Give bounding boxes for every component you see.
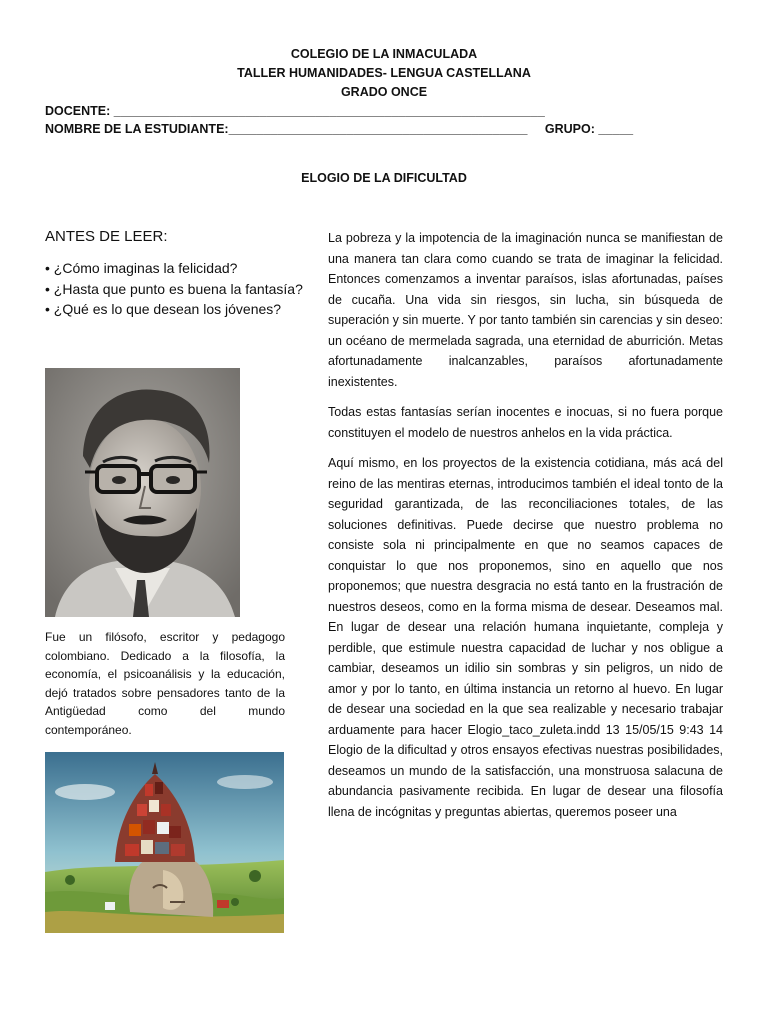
- workshop-name: TALLER HUMANIDADES- LENGUA CASTELLANA: [237, 66, 531, 80]
- essay-text: [328, 228, 723, 832]
- author-portrait: [45, 368, 240, 617]
- before-reading-questions: [45, 258, 303, 320]
- before-reading-heading: ANTES DE LEER:: [45, 228, 168, 245]
- question-item: • ¿Hasta que punto es buena la fantasía?: [45, 280, 303, 297]
- author-caption: Fue un filósofo, escritor y pedagogo colombiano. Dedicado a la filosofía, la economía, el psicoanálisis y la educación, dejó tratados sobre pensadores tanto de la Antigüedad como del mundo contemporáneo.: [45, 630, 285, 737]
- surreal-tower-illustration: [45, 752, 284, 933]
- question-item: • ¿Cómo imaginas la felicidad?: [45, 260, 238, 276]
- document-title: ELOGIO DE LA DIFICULTAD: [301, 171, 467, 185]
- grade-label: GRADO ONCE: [340, 85, 428, 99]
- question-item: • ¿Qué es lo que desean los jóvenes?: [45, 301, 282, 317]
- essay-paragraph: Todas estas fantasías serían inocentes e inocuas, si no fuera porque constituyen el modelo de nuestros anhelos en la vida práctica.: [328, 405, 723, 440]
- teacher-line: DOCENTE: ______________________________________________________________: [45, 104, 545, 118]
- school-name: COLEGIO DE LA INMACULADA: [290, 47, 478, 61]
- student-line: NOMBRE DE LA ESTUDIANTE:___________________________________________ GRUPO: _____: [45, 122, 634, 136]
- essay-paragraph: La pobreza y la impotencia de la imaginación nunca se manifiestan de una manera tan clara como cuando se trata de imaginar la felicidad. Entonces comenzamos a inventar paraísos, islas afortunadas, países de cucaña. Una vida sin riesgos, sin lucha, sin búsqueda de superación y sin muerte. Y por tanto también sin carencias y sin deseo: un océano de mermelada sagrada, una eternidad de aburrición. Metas afortunadamente inalcanzables, paraísos afortunadamente inexistentes.: [328, 231, 723, 389]
- essay-paragraph: Aquí mismo, en los proyectos de la existencia cotidiana, más acá del reino de las mentiras eternas, introducimos también el ideal tonto de la seguridad garantizada, de las reconciliaciones totales, de las soluciones definitivas. Puede decirse que nuestro problema no consiste sola ni principalmente en que no seamos capaces de conquistar lo que nos proponemos, sino en aquello que nos proponemos; que nuestra desgracia no está tanto en la frustración de nuestros deseos, como en la forma misma de desear. Deseamos mal. En lugar de desear una relación humana inquietante, compleja y perdible, que estimule nuestra capacidad de luchar y nos obligue a cambiar, deseamos un idilio sin sombras y sin peligros, un nido de amor y por lo tanto, en última instancia un retorno al huevo. En lugar de desear una sociedad en la que sea realizable y necesario trabajar arduamente para hacer Elogio_taco_zuleta.indd 13 15/05/15 9:43 14 Elogio de la dificultad y otros ensayos efectivas nuestras posibilidades, deseamos un mundo de la satisfacción, una monstruosa salacuna de abundancia pasivamente recibida. En lugar de desear una filosofía llena de incógnitas y preguntas abiertas, queremos poseer una: [328, 456, 723, 819]
